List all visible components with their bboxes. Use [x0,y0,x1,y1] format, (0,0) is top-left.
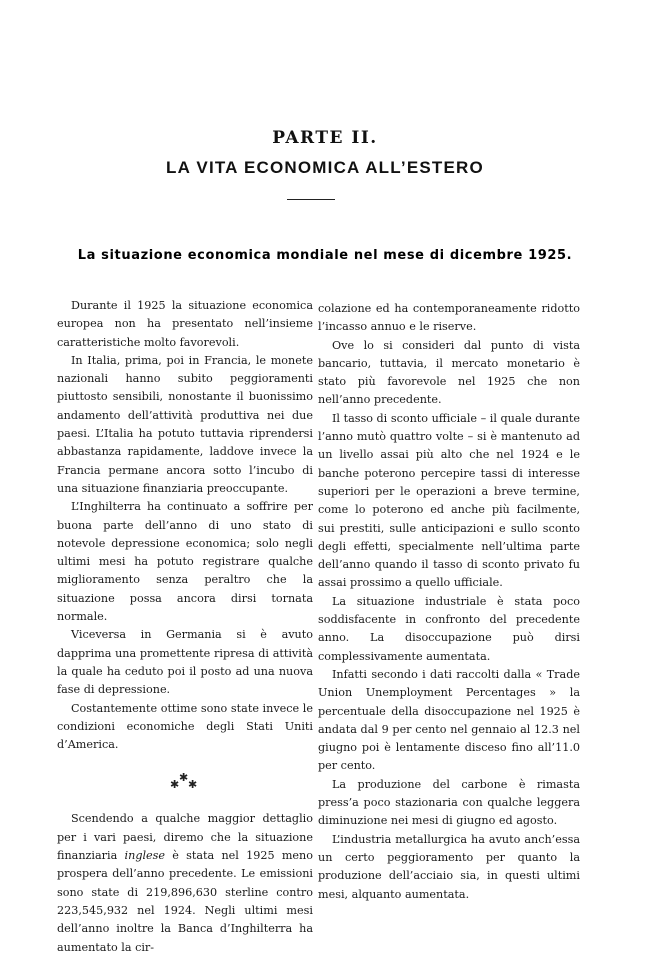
title-separator-rule [287,199,335,200]
paragraph: Durante il 1925 la situazione economica europea non ha presentato nell’insieme caratteristiche molto favorevoli. [57,299,313,349]
left-column [57,297,313,957]
italic-word: inglese [124,849,166,863]
paragraph: La produzione del carbone è rimasta press’a poco stazionaria con qualche leggera diminuzione nei mesi di giugno ed agosto. [318,777,580,828]
paragraph: Il tasso di sconto ufficiale – il quale durante l’anno mutò quattro volte – si è mantenuto ad un livello assai più alto che nel 1924 e le banche poterono percepire tassi di interesse superiori per le operazioni a breve termine, come lo poterono ed anche più facilmente, sui prestiti, sulle anticipazioni e sullo sconto degli effetti, specialmente nell’ultima parte dell’anno quando il tasso di sconto privato fu assai prossimo a quello ufficiale. [318,411,580,590]
asterism-divider [57,754,313,810]
article-title: La situazione economica mondiale nel mese di dicembre 1925. [77,248,573,263]
paragraph: Viceversa in Germania si è avuto dapprima una promettente ripresa di attività la quale ha ceduto poi il posto ad una nuova fase di depressione. [57,628,313,697]
section-title: LA VITA ECONOMICA ALL’ESTERO [166,158,484,177]
paragraph: Ove lo si consideri dal punto di vista bancario, tuttavia, il mercato monetario è stato più favorevole nel 1925 che non nell’anno precedente. [318,338,580,407]
paragraph: L’industria metallurgica ha avuto anch’essa un certo peggioramento per quanto la produzione dell’acciaio sia, in questi ultimi mesi, alquanto aumentata. [318,832,580,901]
paragraph: L’Inghilterra ha continuato a soffrire per buona parte dell’anno di uno stato di notevole depressione economica; solo negli ultimi mesi ha potuto registrare qualche miglioramento senza peraltro che la situazione possa ancora dirsi tornata normale. [57,500,313,624]
asterisk-icon: ✱ [179,771,189,785]
asterisk-icon: ✱ [170,778,180,792]
paragraph: colazione ed ha contemporaneamente ridotto l’incasso annuo e le riserve. [318,302,580,334]
part-title: PARTE II. [272,128,378,148]
paragraph: Infatti secondo i dati raccolti dalla « Trade Union Unemployment Percentages » la percentuale della disoccupazione nel 1925 è andata dal 9 per cento nel gennaio al 12.3 nel giugno poi è lentamente disceso fino all’11.0 per cento. [318,667,580,773]
paragraph: In Italia, prima, poi in Francia, le monete nazionali hanno subito peggioramenti piuttosto sensibili, nonostante il buonissimo andamento dell’attività produttiva nei due paesi. L’Italia ha potuto tuttavia riprendersi abbastanza rapidamente, laddove invece la Francia permane ancora sotto l’incubo di una situazione finanziaria preoccupante. [57,353,313,495]
right-column [318,300,580,904]
paragraph: La situazione industriale è stata poco soddisfacente in confronto del precedente anno. La disoccupazione può dirsi complessivamente aumentata. [318,594,580,663]
asterisk-icon: ✱ [188,778,198,792]
paragraph: Costantemente ottime sono state invece le condizioni economiche degli Stati Uniti d’America. [57,701,313,752]
paragraph: Scendendo a qualche maggior dettaglio per i vari paesi, diremo che la situazione finanziaria inglese è stata nel 1925 meno prospera dell’anno precedente. Le emissioni sono state di 219,896,630 sterline contro 223,545,932 nel 1924. Negli ultimi mesi dell’anno inoltre la Banca d’Inghilterra ha aumentato la cir- [57,812,313,954]
